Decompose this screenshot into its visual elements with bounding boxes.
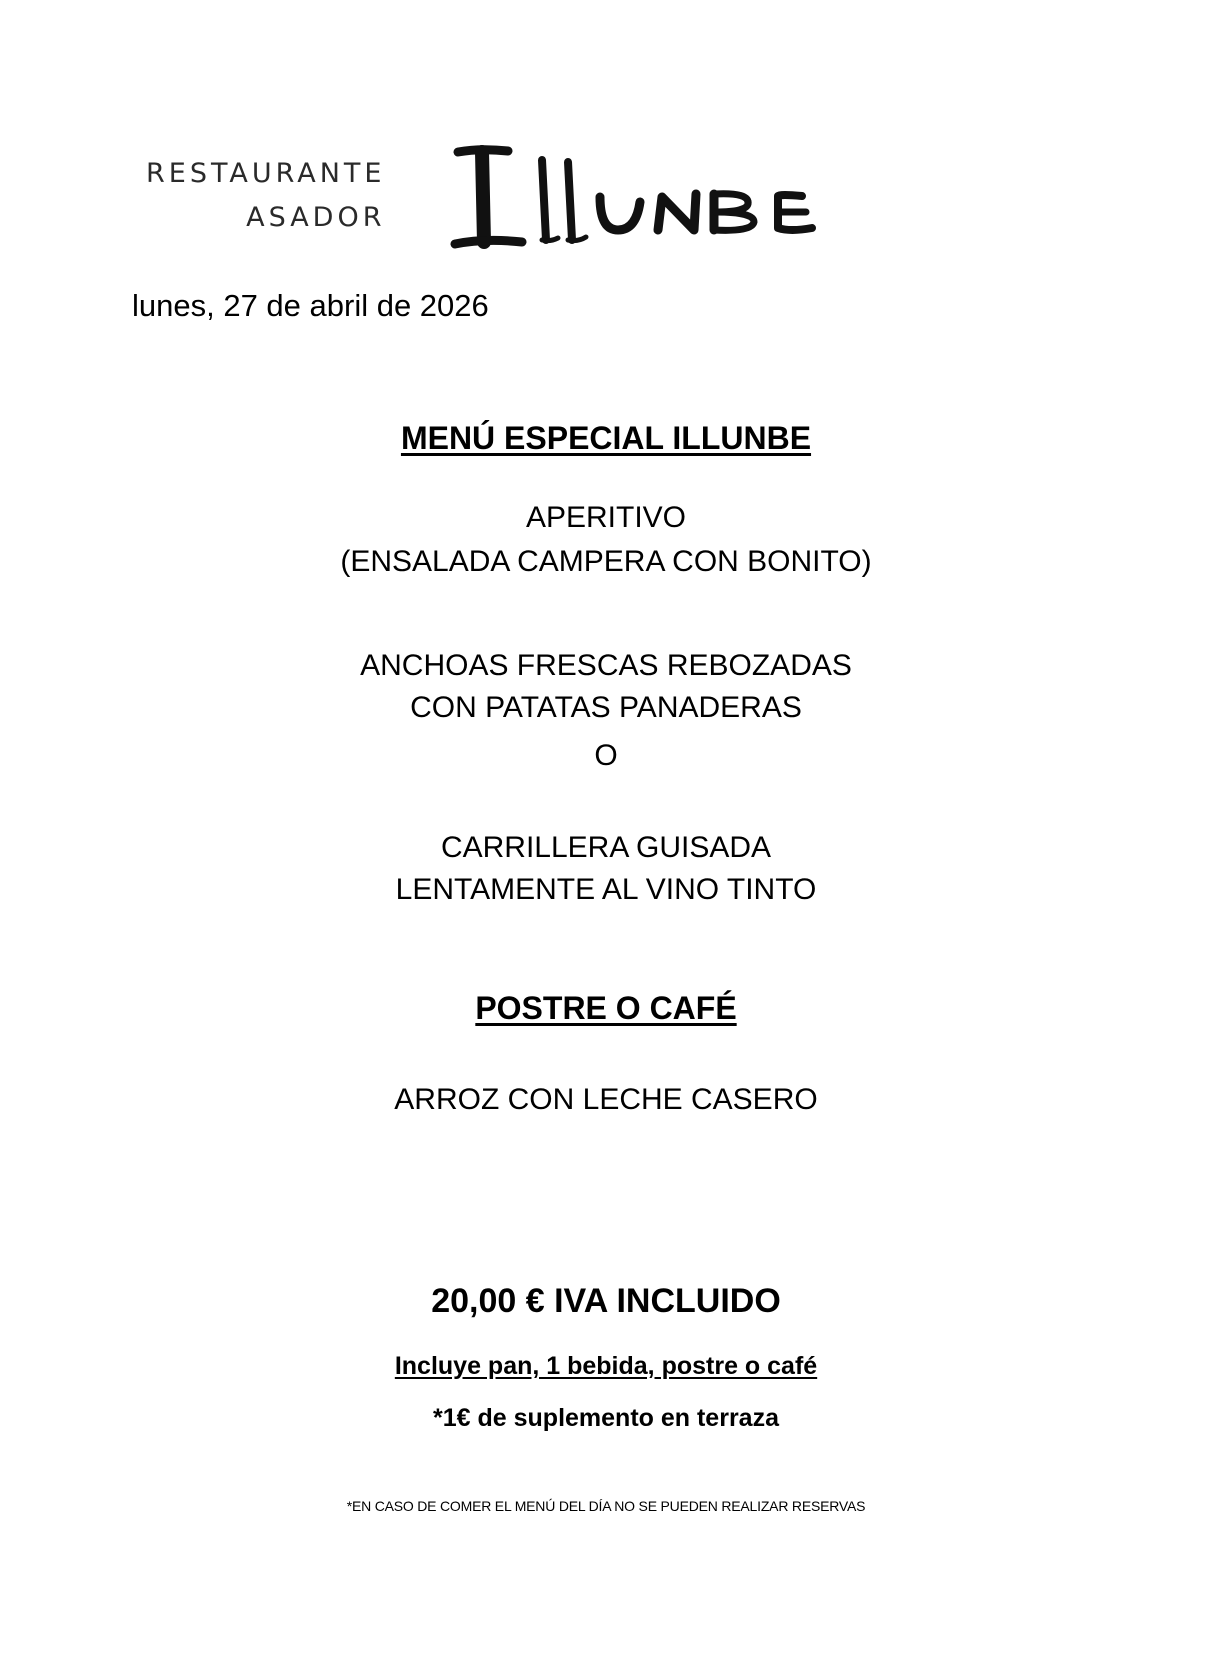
menu-title: MENÚ ESPECIAL ILLUNBE [400,420,812,456]
logo-text [146,152,385,240]
logo-line-restaurante: RESTAURANTE [146,158,386,189]
aperitivo-detail: (ENSALADA CAMPERA CON BONITO) [340,545,872,578]
dish2-line1: CARRILLERA GUISADA [440,831,772,864]
dish1-line2: CON PATATAS PANADERAS [410,691,802,724]
aperitivo-label: APERITIVO [525,501,687,534]
reservation-disclaimer: *EN CASO DE COMER EL MENÚ DEL DÍA NO SE PUEDEN REALIZAR RESERVAS [346,1498,866,1514]
menu-price: 20,00 € IVA INCLUIDO [431,1282,781,1320]
includes-note: Incluye pan, 1 bebida, postre o café [394,1352,818,1380]
dish1-line1: ANCHOAS FRESCAS REBOZADAS [360,649,852,682]
dessert-heading: POSTRE O CAFÉ [475,990,737,1026]
terrace-supplement: *1€ de suplemento en terraza [433,1404,779,1432]
menu-date: lunes, 27 de abril de 2026 [132,288,489,323]
illunbe-wordmark [450,142,860,257]
restaurant-logo [140,142,860,257]
dessert-item: ARROZ CON LECHE CASERO [394,1083,818,1116]
logo-line-asador: ASADOR [246,202,386,233]
dish-or: O [594,739,618,772]
dish2-line2: LENTAMENTE AL VINO TINTO [395,873,817,906]
